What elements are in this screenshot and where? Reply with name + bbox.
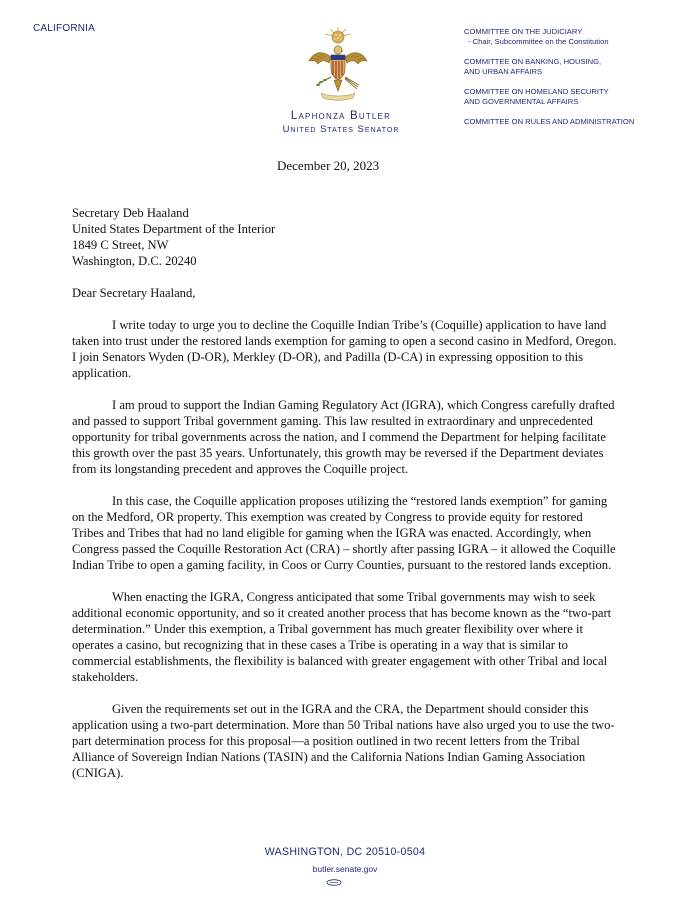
recycled-paper-icon bbox=[326, 879, 342, 886]
recipient-address bbox=[72, 205, 617, 269]
committee-item bbox=[464, 27, 684, 46]
committee-name: COMMITTEE ON RULES AND ADMINISTRATION bbox=[464, 117, 635, 126]
committee-item bbox=[464, 87, 684, 106]
body-paragraph: Given the requirements set out in the IGRA and the CRA, the Department should consider this application using a two-part determination. More than 50 Tribal nations have also urged you to use the two-part determination process for this proposal—a position outlined in two recent letters from the Tribal Alliance of Sovereign Indian Nations (TASIN) and the California Nations Indian Gaming Association (CNIGA). bbox=[72, 702, 615, 780]
footer-address: WASHINGTON, DC 20510-0504 bbox=[264, 846, 426, 858]
body-paragraph: I write today to urge you to decline the Coquille Indian Tribe’s (Coquille) application to have land taken into trust under the restored lands exemption for gaming to open a second casino in Medford, Oregon. I join Senators Wyden (D-OR), Merkley (D-OR), and Padilla (D-CA) in expressing opposition to this application. bbox=[72, 318, 617, 380]
recipient-line: United States Department of the Interior bbox=[72, 222, 276, 236]
body-paragraph: In this case, the Coquille application proposes utilizing the “restored lands exemption” for gaming on the Medford, OR property. This exemption was created by Congress to provide equity for restored Tribes and Tribes that had no land eligible for gaming when the IGRA was enacted. Accordingly, when Congress passed the Coquille Restoration Act (CRA) – shortly after passing IGRA – it allowed the Coquille Indian Tribe to open a gaming facility, in Coos or Curry Counties, pursuant to the restored lands exception. bbox=[72, 494, 616, 572]
letter-body bbox=[72, 205, 617, 781]
committee-sub: AND GOVERNMENTAL AFFAIRS bbox=[464, 96, 579, 106]
committee-name: COMMITTEE ON BANKING, HOUSING, bbox=[464, 57, 602, 66]
recipient-line: Washington, D.C. 20240 bbox=[72, 254, 197, 268]
great-seal-eagle-icon bbox=[307, 27, 369, 103]
committee-list bbox=[464, 27, 684, 138]
committee-sub: - Chair, Subcommittee on the Constitution bbox=[468, 36, 609, 46]
committee-name: COMMITTEE ON THE JUDICIARY bbox=[464, 27, 583, 36]
committee-name: COMMITTEE ON HOMELAND SECURITY bbox=[464, 87, 609, 96]
committee-item bbox=[464, 117, 684, 127]
state-label: CALIFORNIA bbox=[33, 23, 96, 34]
footer-website[interactable]: butler.senate.gov bbox=[312, 864, 378, 874]
salutation: Dear Secretary Haaland, bbox=[72, 286, 196, 300]
letter-date: December 20, 2023 bbox=[277, 158, 380, 173]
senator-title: United States Senator bbox=[282, 124, 400, 135]
committee-sub: AND URBAN AFFAIRS bbox=[464, 66, 543, 76]
recipient-line: Secretary Deb Haaland bbox=[72, 206, 189, 220]
committee-item bbox=[464, 57, 684, 76]
body-paragraph: When enacting the IGRA, Congress anticipated that some Tribal governments may wish to seek additional economic opportunity, and so it created another process that has become known as the “two-part determination.” Under this exemption, a Tribal government has much greater flexibility over where it operates a casino, but recognizing that in these cases a Tribe is operating in a way that is similar to commercial establishments, the flexibility is balanced with greater engagement with other Tribal and local stakeholders. bbox=[72, 590, 612, 684]
senator-name: Laphonza Butler bbox=[290, 110, 392, 122]
recipient-line: 1849 C Street, NW bbox=[72, 238, 169, 252]
body-paragraph: I am proud to support the Indian Gaming Regulatory Act (IGRA), which Congress carefully drafted and passed to support Tribal government gaming. This law resulted in extraordinary and unprecedented opportunity for tribal governments across the nation, and I commend the Department for helping facilitate this growth over the past 35 years. Unfortunately, this growth may be reversed if the Department deviates from its longstanding precedent and approves the Coquille project. bbox=[72, 398, 615, 476]
